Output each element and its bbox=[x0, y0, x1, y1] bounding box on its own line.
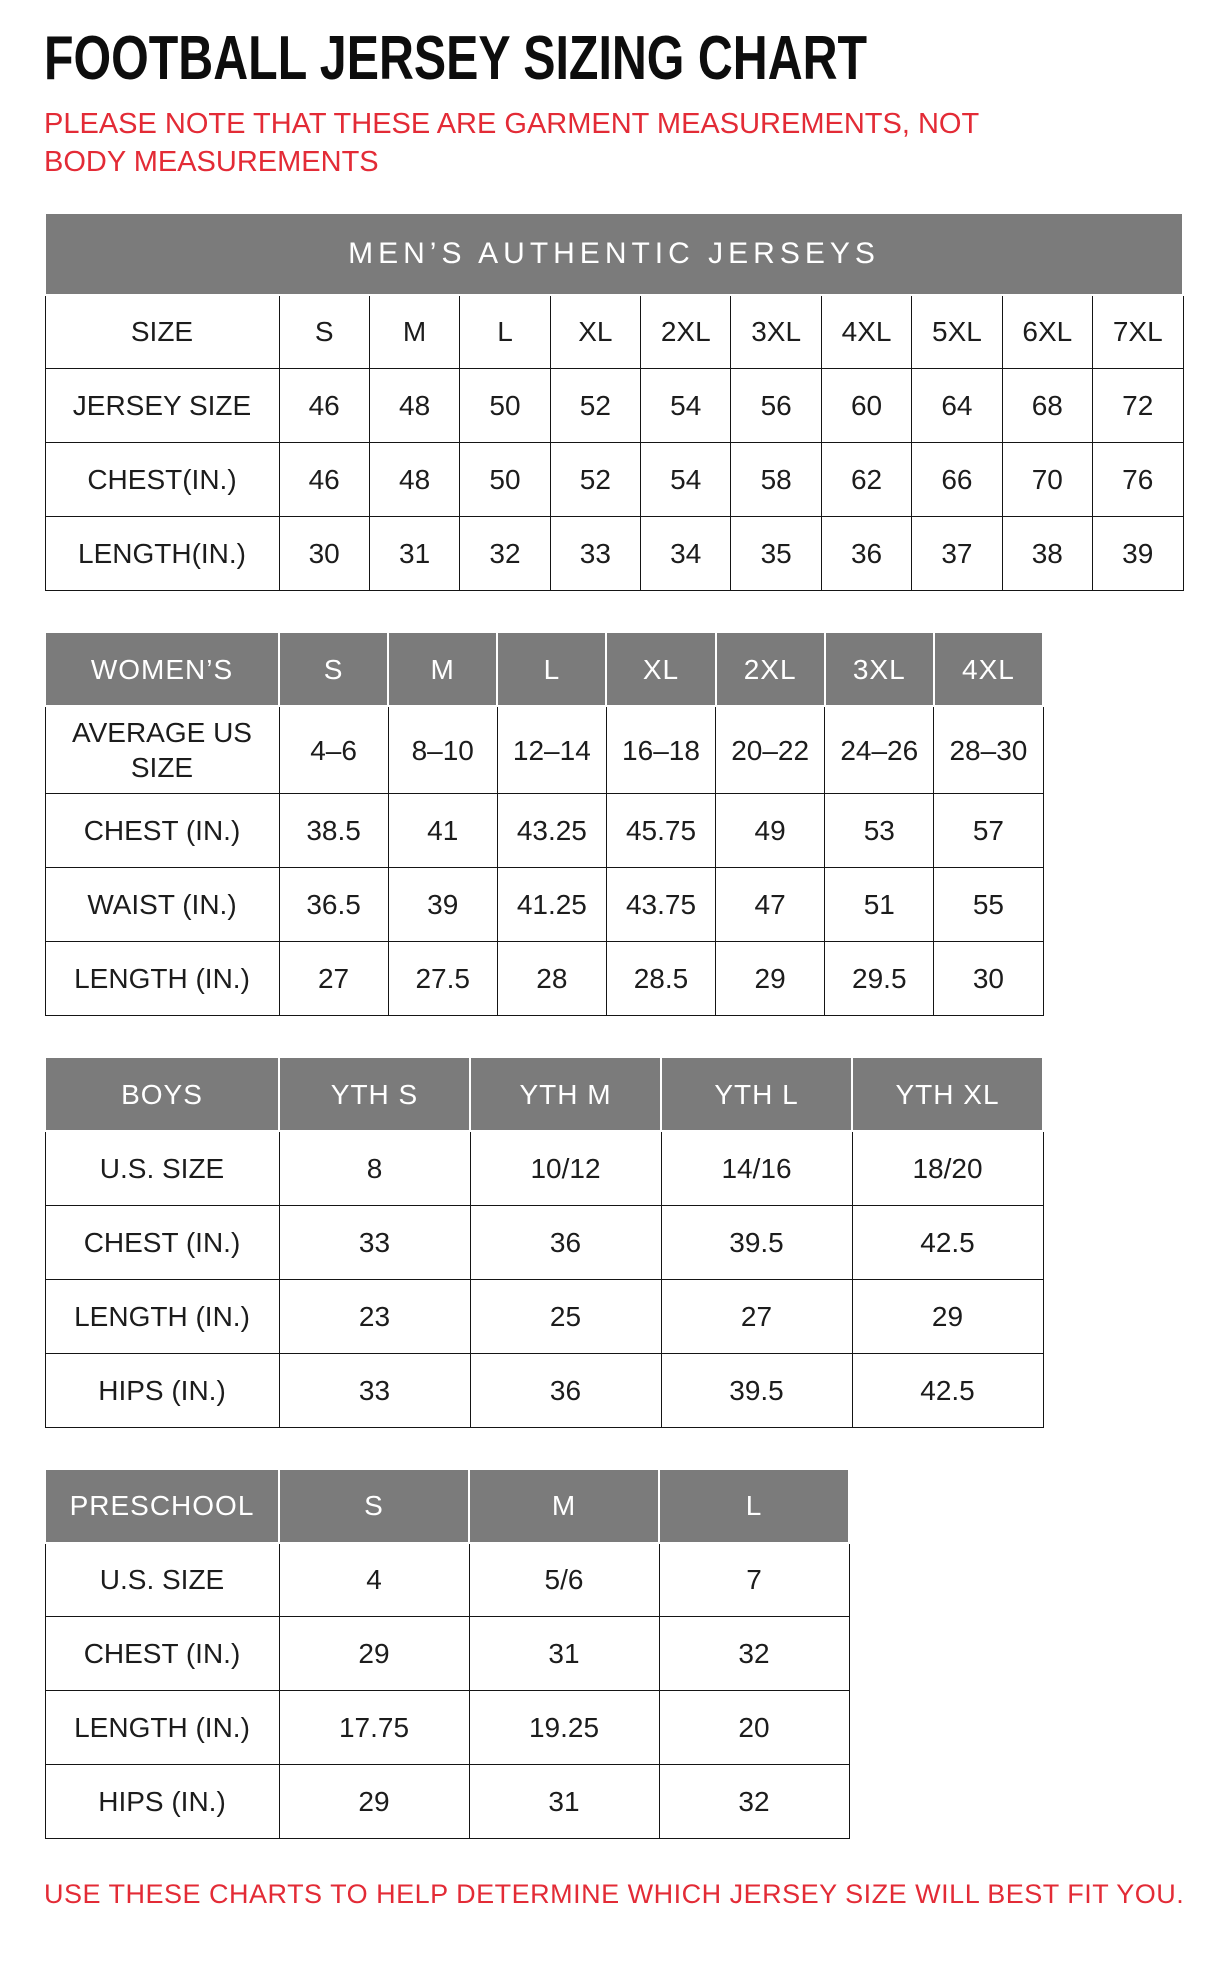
mens-authentic-jerseys-table bbox=[44, 212, 1184, 592]
value-cell: 36 bbox=[470, 1205, 661, 1279]
value-cell: 17.75 bbox=[279, 1691, 469, 1765]
table-title-cell: BOYS bbox=[45, 1057, 279, 1131]
value-cell: 24–26 bbox=[825, 706, 934, 794]
value-cell: 51 bbox=[825, 868, 934, 942]
value-cell: 64 bbox=[912, 369, 1002, 443]
value-cell: 46 bbox=[279, 369, 369, 443]
preschool-sizing-table bbox=[44, 1468, 850, 1840]
column-header-cell: L bbox=[460, 295, 550, 369]
value-cell: 27.5 bbox=[388, 942, 497, 1016]
table-row bbox=[45, 1353, 1043, 1427]
value-cell: 19.25 bbox=[469, 1691, 659, 1765]
value-cell: 31 bbox=[369, 517, 459, 591]
value-cell: 36 bbox=[470, 1353, 661, 1427]
value-cell: 36 bbox=[821, 517, 911, 591]
value-cell: 50 bbox=[460, 443, 550, 517]
value-cell: 28.5 bbox=[606, 942, 715, 1016]
row-label-cell: AVERAGE US SIZE bbox=[45, 706, 279, 794]
value-cell: 32 bbox=[460, 517, 550, 591]
value-cell: 18/20 bbox=[852, 1131, 1043, 1205]
value-cell: 28 bbox=[497, 942, 606, 1016]
table-row bbox=[45, 443, 1183, 517]
value-cell: 38 bbox=[1002, 517, 1092, 591]
column-header-cell: YTH S bbox=[279, 1057, 470, 1131]
value-cell: 36.5 bbox=[279, 868, 388, 942]
value-cell: 39 bbox=[388, 868, 497, 942]
table-row bbox=[45, 942, 1043, 1016]
table-banner: MEN’S AUTHENTIC JERSEYS bbox=[45, 213, 1183, 295]
value-cell: 43.25 bbox=[497, 794, 606, 868]
value-cell: 27 bbox=[661, 1279, 852, 1353]
column-header-cell: L bbox=[497, 632, 606, 706]
value-cell: 25 bbox=[470, 1279, 661, 1353]
value-cell: 4 bbox=[279, 1543, 469, 1617]
table-title-cell: WOMEN’S bbox=[45, 632, 279, 706]
value-cell: 29 bbox=[279, 1617, 469, 1691]
table-row bbox=[45, 868, 1043, 942]
table-header-row bbox=[45, 1057, 1043, 1131]
value-cell: 27 bbox=[279, 942, 388, 1016]
value-cell: 34 bbox=[641, 517, 731, 591]
value-cell: 30 bbox=[279, 517, 369, 591]
column-header-cell: 3XL bbox=[731, 295, 821, 369]
column-header-cell: 4XL bbox=[821, 295, 911, 369]
table-row bbox=[45, 1543, 849, 1617]
value-cell: 37 bbox=[912, 517, 1002, 591]
column-header-cell: XL bbox=[606, 632, 715, 706]
value-cell: 52 bbox=[550, 369, 640, 443]
value-cell: 7 bbox=[659, 1543, 849, 1617]
value-cell: 43.75 bbox=[606, 868, 715, 942]
value-cell: 38.5 bbox=[279, 794, 388, 868]
table-row bbox=[45, 1691, 849, 1765]
column-header-cell: S bbox=[279, 295, 369, 369]
table-header-row bbox=[45, 295, 1183, 369]
value-cell: 42.5 bbox=[852, 1353, 1043, 1427]
value-cell: 72 bbox=[1093, 369, 1183, 443]
value-cell: 8–10 bbox=[388, 706, 497, 794]
row-label-cell: LENGTH (IN.) bbox=[45, 942, 279, 1016]
value-cell: 29 bbox=[279, 1765, 469, 1839]
value-cell: 33 bbox=[550, 517, 640, 591]
footer-note: USE THESE CHARTS TO HELP DETERMINE WHICH JERSEY SIZE WILL BEST FIT YOU. bbox=[44, 1879, 1185, 1910]
value-cell: 4–6 bbox=[279, 706, 388, 794]
row-label-cell: U.S. SIZE bbox=[45, 1131, 279, 1205]
table-row bbox=[45, 517, 1183, 591]
value-cell: 54 bbox=[641, 443, 731, 517]
value-cell: 10/12 bbox=[470, 1131, 661, 1205]
value-cell: 20–22 bbox=[716, 706, 825, 794]
value-cell: 53 bbox=[825, 794, 934, 868]
row-label-cell: U.S. SIZE bbox=[45, 1543, 279, 1617]
table-row bbox=[45, 369, 1183, 443]
table-row bbox=[45, 1205, 1043, 1279]
table-title-cell: SIZE bbox=[45, 295, 279, 369]
column-header-cell: 2XL bbox=[716, 632, 825, 706]
boys-sizing-table bbox=[44, 1056, 1044, 1428]
value-cell: 23 bbox=[279, 1279, 470, 1353]
value-cell: 8 bbox=[279, 1131, 470, 1205]
column-header-cell: YTH XL bbox=[852, 1057, 1043, 1131]
value-cell: 29 bbox=[716, 942, 825, 1016]
row-label-cell: WAIST (IN.) bbox=[45, 868, 279, 942]
value-cell: 14/16 bbox=[661, 1131, 852, 1205]
column-header-cell: 5XL bbox=[912, 295, 1002, 369]
value-cell: 50 bbox=[460, 369, 550, 443]
row-label-cell: HIPS (IN.) bbox=[45, 1353, 279, 1427]
value-cell: 31 bbox=[469, 1765, 659, 1839]
value-cell: 57 bbox=[934, 794, 1043, 868]
column-header-cell: M bbox=[469, 1469, 659, 1543]
value-cell: 60 bbox=[821, 369, 911, 443]
value-cell: 39 bbox=[1093, 517, 1183, 591]
column-header-cell: 6XL bbox=[1002, 295, 1092, 369]
row-label-cell: HIPS (IN.) bbox=[45, 1765, 279, 1839]
value-cell: 46 bbox=[279, 443, 369, 517]
value-cell: 16–18 bbox=[606, 706, 715, 794]
value-cell: 55 bbox=[934, 868, 1043, 942]
column-header-cell: L bbox=[659, 1469, 849, 1543]
row-label-cell: LENGTH (IN.) bbox=[45, 1691, 279, 1765]
value-cell: 49 bbox=[716, 794, 825, 868]
column-header-cell: 4XL bbox=[934, 632, 1043, 706]
column-header-cell: YTH L bbox=[661, 1057, 852, 1131]
value-cell: 58 bbox=[731, 443, 821, 517]
column-header-cell: 2XL bbox=[641, 295, 731, 369]
value-cell: 48 bbox=[369, 369, 459, 443]
column-header-cell: XL bbox=[550, 295, 640, 369]
row-label-cell: CHEST (IN.) bbox=[45, 1617, 279, 1691]
value-cell: 56 bbox=[731, 369, 821, 443]
column-header-cell: S bbox=[279, 632, 388, 706]
value-cell: 39.5 bbox=[661, 1353, 852, 1427]
table-row bbox=[45, 706, 1043, 794]
value-cell: 20 bbox=[659, 1691, 849, 1765]
table-header-row bbox=[45, 1469, 849, 1543]
value-cell: 68 bbox=[1002, 369, 1092, 443]
value-cell: 48 bbox=[369, 443, 459, 517]
table-title-cell: PRESCHOOL bbox=[45, 1469, 279, 1543]
row-label-cell: LENGTH(IN.) bbox=[45, 517, 279, 591]
value-cell: 31 bbox=[469, 1617, 659, 1691]
value-cell: 41.25 bbox=[497, 868, 606, 942]
value-cell: 5/6 bbox=[469, 1543, 659, 1617]
value-cell: 28–30 bbox=[934, 706, 1043, 794]
value-cell: 66 bbox=[912, 443, 1002, 517]
value-cell: 52 bbox=[550, 443, 640, 517]
value-cell: 29 bbox=[852, 1279, 1043, 1353]
measurement-note: PLEASE NOTE THAT THESE ARE GARMENT MEASUREMENTS, NOT BODY MEASUREMENTS bbox=[44, 108, 979, 179]
value-cell: 41 bbox=[388, 794, 497, 868]
value-cell: 76 bbox=[1093, 443, 1183, 517]
row-label-cell: CHEST (IN.) bbox=[45, 1205, 279, 1279]
table-row bbox=[45, 1131, 1043, 1205]
page-title: FOOTBALL JERSEY SIZING CHART bbox=[44, 24, 868, 93]
value-cell: 12–14 bbox=[497, 706, 606, 794]
value-cell: 35 bbox=[731, 517, 821, 591]
womens-sizing-table bbox=[44, 631, 1044, 1016]
table-row bbox=[45, 1279, 1043, 1353]
value-cell: 29.5 bbox=[825, 942, 934, 1016]
value-cell: 62 bbox=[821, 443, 911, 517]
value-cell: 70 bbox=[1002, 443, 1092, 517]
value-cell: 33 bbox=[279, 1353, 470, 1427]
row-label-cell: LENGTH (IN.) bbox=[45, 1279, 279, 1353]
value-cell: 47 bbox=[716, 868, 825, 942]
value-cell: 39.5 bbox=[661, 1205, 852, 1279]
column-header-cell: YTH M bbox=[470, 1057, 661, 1131]
value-cell: 33 bbox=[279, 1205, 470, 1279]
column-header-cell: M bbox=[369, 295, 459, 369]
table-header-row bbox=[45, 632, 1043, 706]
column-header-cell: 7XL bbox=[1093, 295, 1183, 369]
column-header-cell: M bbox=[388, 632, 497, 706]
table-banner-row bbox=[45, 213, 1183, 295]
value-cell: 45.75 bbox=[606, 794, 715, 868]
value-cell: 32 bbox=[659, 1617, 849, 1691]
table-row bbox=[45, 794, 1043, 868]
value-cell: 42.5 bbox=[852, 1205, 1043, 1279]
value-cell: 32 bbox=[659, 1765, 849, 1839]
row-label-cell: JERSEY SIZE bbox=[45, 369, 279, 443]
column-header-cell: 3XL bbox=[825, 632, 934, 706]
row-label-cell: CHEST (IN.) bbox=[45, 794, 279, 868]
table-row bbox=[45, 1765, 849, 1839]
value-cell: 54 bbox=[641, 369, 731, 443]
column-header-cell: S bbox=[279, 1469, 469, 1543]
value-cell: 30 bbox=[934, 942, 1043, 1016]
row-label-cell: CHEST(IN.) bbox=[45, 443, 279, 517]
table-row bbox=[45, 1617, 849, 1691]
